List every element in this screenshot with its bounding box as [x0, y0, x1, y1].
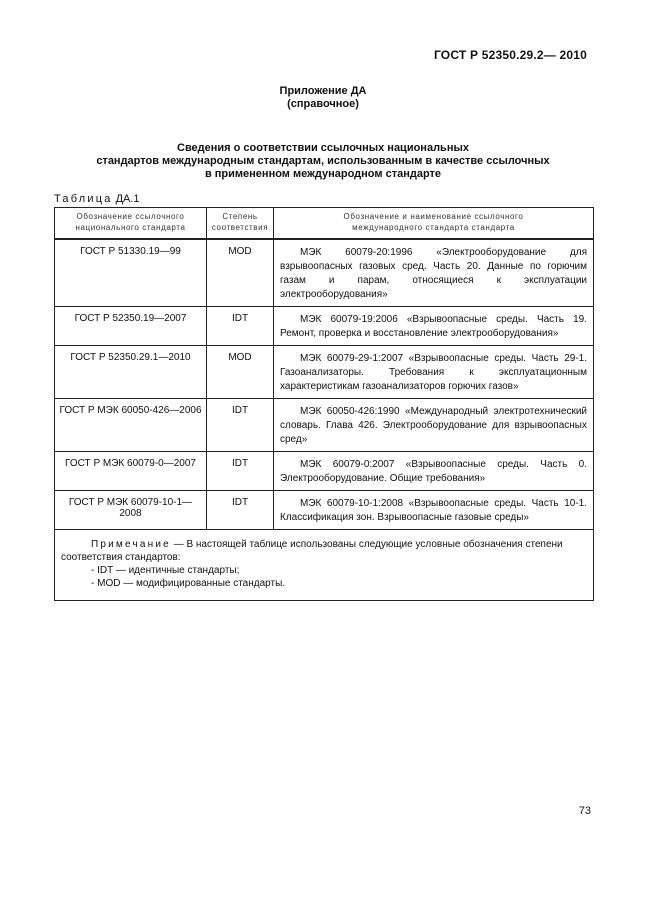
- table-caption: [54, 193, 140, 205]
- cell-code: ГОСТ Р МЭК 60050-426—2006: [55, 399, 207, 452]
- cell-degree: IDT: [207, 307, 274, 346]
- cell-description: МЭК 60079-19:2006 «Взрывоопасные среды. Часть 19. Ремонт, проверка и восстановление электрооборудования»: [274, 307, 594, 346]
- cell-description: МЭК 60079-20:1996 «Электрооборудование для взрывоопасных газовых сред. Часть 20. Данные по горючим газам и парам, относящиеся к эксплуатации электрооборудования»: [274, 239, 594, 307]
- table-note: [55, 530, 594, 601]
- header-col2-line2: соответствия: [211, 223, 269, 232]
- section-title-line-1: Сведения о соответствии ссылочных национальных: [177, 142, 469, 154]
- annex-heading: [0, 85, 646, 111]
- cell-degree: IDT: [207, 491, 274, 530]
- section-title-line-3: в примененном международном стандарте: [204, 168, 442, 180]
- cell-degree: IDT: [207, 399, 274, 452]
- header-col1-line2: национального стандарта: [75, 223, 186, 232]
- table-note-row: [55, 530, 594, 601]
- cell-description: МЭК 60079-29-1:2007 «Взрывоопасные среды. Часть 29-1. Газоанализаторы. Требования к эксплуатационным характеристикам газоанализаторов горючих газов»: [274, 346, 594, 399]
- note-item-idt: - IDT — идентичные стандарты;: [91, 565, 240, 576]
- header-degree: [207, 208, 274, 240]
- header-international-standard: [274, 208, 594, 240]
- cell-code: ГОСТ Р МЭК 60079-10-1—2008: [55, 491, 207, 530]
- table-row: [55, 452, 594, 491]
- annex-subtitle: (справочное): [287, 98, 359, 110]
- table-row: [55, 307, 594, 346]
- section-title: [60, 142, 586, 181]
- note-label: Примечание: [91, 539, 171, 550]
- header-col2-line1: Степень: [222, 212, 258, 221]
- cell-degree: MOD: [207, 346, 274, 399]
- correspondence-table: [54, 207, 594, 601]
- table-caption-word: Таблица: [54, 193, 113, 205]
- note-text: — В настоящей таблице использованы следующие условные обозначения степени соответствия стандартов:: [61, 539, 563, 563]
- table-row: [55, 491, 594, 530]
- table-row: [55, 346, 594, 399]
- table-caption-id: ДА.1: [115, 193, 140, 205]
- header-col1-line1: Обозначение ссылочного: [76, 212, 185, 221]
- table-header-row: [55, 208, 594, 240]
- page-number: 73: [578, 805, 591, 817]
- note-paragraph: [61, 538, 587, 564]
- header-national-standard: [55, 208, 207, 240]
- header-col3-line2: международного стандарта стандарта: [352, 223, 515, 232]
- cell-description: МЭК 60079-10-1:2008 «Взрывоопасные среды. Часть 10-1. Классификация зон. Взрывоопасные газовые среды»: [274, 491, 594, 530]
- cell-code: ГОСТ Р МЭК 60079-0—2007: [55, 452, 207, 491]
- table-row: [55, 399, 594, 452]
- annex-title: Приложение ДА: [279, 85, 367, 97]
- cell-code: ГОСТ Р 51330.19—99: [55, 239, 207, 307]
- cell-code: ГОСТ Р 52350.19—2007: [55, 307, 207, 346]
- cell-code: ГОСТ Р 52350.29.1—2010: [55, 346, 207, 399]
- note-item-mod: - MOD — модифицированные стандарты.: [91, 578, 286, 589]
- cell-degree: IDT: [207, 452, 274, 491]
- cell-description: МЭК 60050-426:1990 «Международный электротехнический словарь. Глава 426. Электрооборудование для взрывоопасных сред»: [274, 399, 594, 452]
- cell-description: МЭК 60079-0:2007 «Взрывоопасные среды. Часть 0. Электрооборудование. Общие требования»: [274, 452, 594, 491]
- document-code: ГОСТ Р 52350.29.2— 2010: [433, 48, 587, 62]
- table-row: [55, 239, 594, 307]
- cell-degree: MOD: [207, 239, 274, 307]
- header-col3-line1: Обозначение и наименование ссылочного: [343, 212, 524, 221]
- section-title-line-2: стандартов международным стандартам, использованным в качестве ссылочных: [96, 155, 550, 167]
